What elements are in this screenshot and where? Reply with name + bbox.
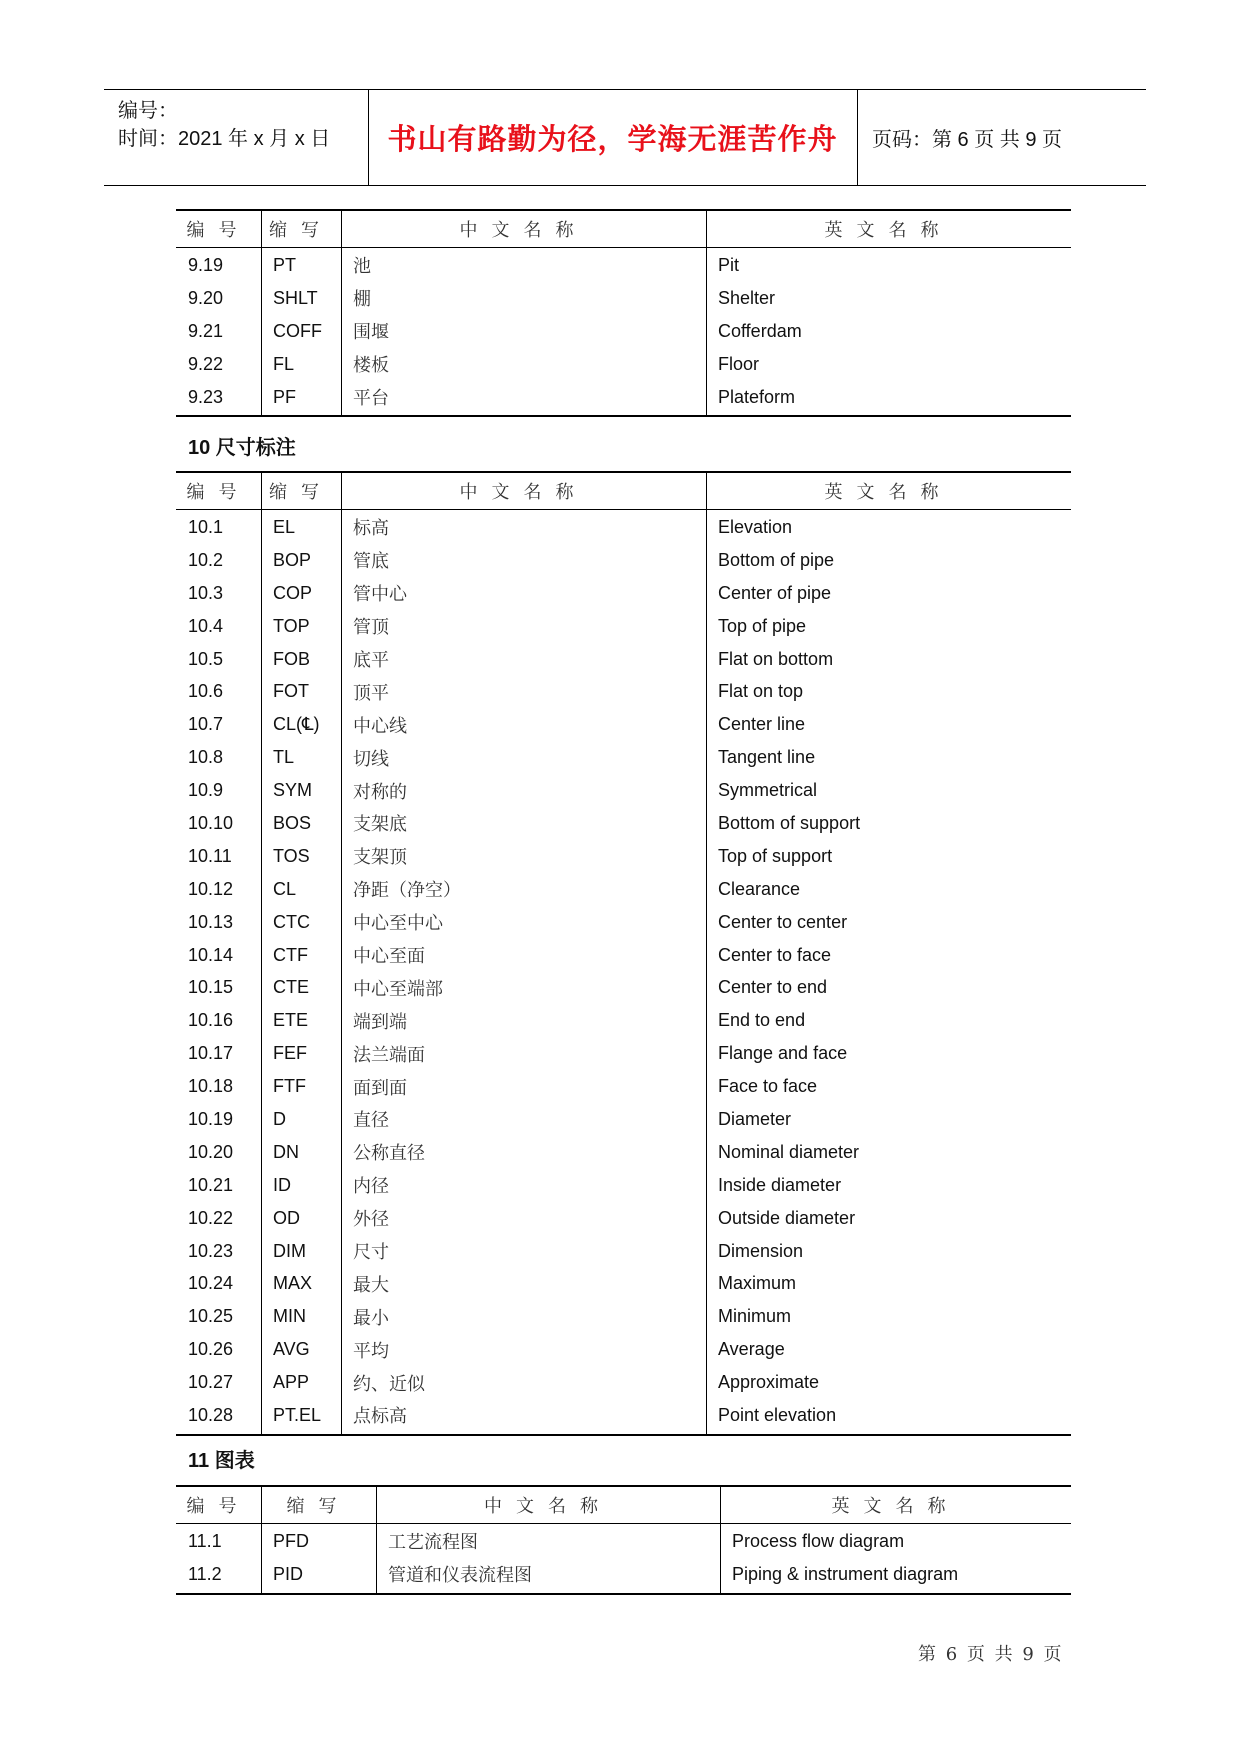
cell-abbr: FOT (273, 681, 309, 702)
cell-zh: 内径 (353, 1176, 389, 1198)
column-header-zh: 中文名称 (484, 1496, 612, 1517)
cell-en: Outside diameter (718, 1207, 856, 1228)
cell-en: Symmetrical (718, 780, 818, 801)
cell-id: 10.1 (188, 516, 224, 537)
column-header-id: 编号 (186, 1496, 251, 1517)
table-row (176, 906, 1071, 939)
document-time-label: 时间：2021 年 x 月 x 日 (118, 128, 331, 150)
cell-zh: 楼板 (353, 355, 389, 377)
cell-id: 10.25 (188, 1306, 234, 1327)
cell-abbr: SYM (273, 780, 313, 801)
table-row (176, 348, 1071, 381)
cell-id: 10.3 (188, 582, 224, 603)
column-header-zh: 中文名称 (459, 482, 588, 503)
column-header-en: 英文名称 (824, 220, 953, 241)
abbreviation-table-10 (176, 471, 1071, 1436)
header-motto-cell (368, 90, 858, 185)
cell-zh: 中心至端部 (353, 978, 443, 1000)
cell-en: Average (718, 1339, 785, 1360)
cell-en: Plateform (718, 386, 796, 407)
header-meta (104, 90, 369, 185)
cell-en: Top of support (718, 845, 833, 866)
cell-id: 10.27 (188, 1372, 234, 1393)
cell-id: 10.19 (188, 1108, 234, 1129)
table-body (176, 248, 1071, 417)
cell-abbr: CTC (273, 911, 310, 932)
cell-id: 10.23 (188, 1240, 234, 1261)
cell-abbr: BOP (273, 549, 312, 570)
cell-abbr: COFF (273, 320, 322, 341)
cell-id: 10.21 (188, 1174, 234, 1195)
cell-en: Nominal diameter (718, 1141, 860, 1162)
cell-en: Floor (718, 353, 760, 374)
table-row (176, 1169, 1071, 1202)
table-row (176, 643, 1071, 676)
cell-zh: 平台 (353, 388, 389, 409)
cell-id: 10.13 (188, 911, 234, 932)
cell-id: 10.12 (188, 878, 234, 899)
column-divider (261, 471, 262, 1436)
table-row (176, 381, 1071, 414)
document-number-label: 编号： (118, 100, 178, 122)
cell-abbr: EL (273, 516, 296, 537)
cell-abbr: AVG (273, 1339, 310, 1360)
cell-abbr: TOP (273, 615, 310, 636)
column-header-abbr: 缩写 (269, 220, 333, 241)
header-motto: 书山有路勤为径，学海无涯苦作舟 (387, 122, 838, 156)
cell-en: Pit (718, 254, 740, 275)
cell-abbr: MIN (273, 1306, 306, 1327)
cell-id: 10.5 (188, 648, 224, 669)
cell-en: Clearance (718, 878, 801, 899)
table-row (176, 1333, 1071, 1366)
cell-en: Process flow diagram (732, 1530, 905, 1551)
cell-id: 10.24 (188, 1273, 234, 1294)
cell-zh: 净距（净空） (353, 880, 461, 902)
column-header-abbr: 缩写 (286, 1496, 351, 1517)
table-header (176, 471, 1071, 510)
cell-id: 10.8 (188, 747, 224, 768)
cell-abbr: PT.EL (273, 1404, 322, 1425)
table-row (176, 1004, 1071, 1037)
column-divider (706, 209, 707, 417)
column-divider (720, 1485, 721, 1595)
cell-abbr: ETE (273, 1010, 309, 1031)
column-divider (341, 471, 342, 1436)
cell-abbr: TL (273, 747, 295, 768)
section-title-11: 11 图表 (188, 1450, 255, 1472)
page-footer: 第 6 页 共 9 页 (918, 1644, 1064, 1665)
cell-zh: 对称的 (353, 781, 407, 803)
cell-zh: 尺寸 (353, 1242, 389, 1264)
column-header-abbr: 缩写 (269, 482, 333, 503)
table-row (176, 249, 1071, 282)
cell-zh: 支架底 (353, 814, 407, 836)
cell-id: 10.26 (188, 1339, 234, 1360)
cell-en: Top of pipe (718, 615, 807, 636)
cell-en: Shelter (718, 287, 776, 308)
cell-id: 10.20 (188, 1141, 234, 1162)
cell-abbr: FL (273, 353, 295, 374)
cell-id: 11.1 (188, 1530, 222, 1551)
cell-en: Center of pipe (718, 582, 832, 603)
cell-en: Flange and face (718, 1043, 848, 1064)
table-row (176, 1136, 1071, 1169)
cell-zh: 中心线 (353, 715, 407, 737)
cell-id: 10.15 (188, 977, 234, 998)
cell-id: 10.9 (188, 780, 224, 801)
table-row (176, 610, 1071, 643)
cell-en: Diameter (718, 1108, 792, 1129)
cell-zh: 端到端 (353, 1011, 407, 1033)
cell-zh: 中心至中心 (353, 913, 443, 935)
table-row (176, 840, 1071, 873)
table-row (176, 1103, 1071, 1136)
table-row (176, 1525, 1071, 1558)
cell-abbr: FEF (273, 1043, 307, 1064)
cell-id: 10.28 (188, 1404, 234, 1425)
cell-abbr: DIM (273, 1240, 306, 1261)
cell-en: Piping & instrument diagram (732, 1563, 959, 1584)
cell-abbr: DN (273, 1141, 299, 1162)
cell-abbr: FOB (273, 648, 311, 669)
cell-zh: 管顶 (353, 617, 389, 639)
cell-en: Bottom of support (718, 812, 861, 833)
cell-id: 11.2 (188, 1563, 222, 1584)
cell-en: Inside diameter (718, 1174, 842, 1195)
table-row (176, 971, 1071, 1004)
cell-abbr: APP (273, 1372, 310, 1393)
table-body (176, 1524, 1071, 1595)
page-header (104, 89, 1146, 186)
table-row (176, 675, 1071, 708)
cell-id: 10.16 (188, 1010, 234, 1031)
cell-en: End to end (718, 1010, 806, 1031)
column-divider (376, 1485, 377, 1595)
cell-en: Point elevation (718, 1404, 837, 1425)
table-row (176, 511, 1071, 544)
cell-zh: 管底 (353, 551, 389, 573)
cell-zh: 点标高 (353, 1406, 407, 1428)
cell-id: 9.19 (188, 254, 224, 275)
abbreviation-table-11 (176, 1485, 1071, 1595)
cell-zh: 支架顶 (353, 847, 407, 869)
cell-abbr: TOS (273, 845, 310, 866)
cell-zh: 管道和仪表流程图 (388, 1565, 532, 1587)
cell-id: 10.2 (188, 549, 224, 570)
cell-zh: 标高 (353, 518, 389, 540)
table-header (176, 209, 1071, 248)
cell-zh: 中心至面 (353, 946, 425, 968)
cell-abbr: PID (273, 1563, 304, 1584)
cell-zh: 最小 (353, 1307, 389, 1329)
cell-abbr: COP (273, 582, 313, 603)
cell-en: Flat on top (718, 681, 804, 702)
cell-abbr: CTF (273, 944, 308, 965)
cell-zh: 工艺流程图 (388, 1532, 478, 1554)
cell-en: Tangent line (718, 747, 816, 768)
header-page-cell (858, 90, 1146, 185)
column-divider (261, 1485, 262, 1595)
table-row (176, 1300, 1071, 1333)
table-row (176, 315, 1071, 348)
cell-abbr: MAX (273, 1273, 313, 1294)
table-row (176, 1399, 1071, 1432)
cell-zh: 围堰 (353, 322, 389, 344)
table-body (176, 510, 1071, 1436)
cell-id: 10.11 (188, 845, 232, 866)
cell-en: Cofferdam (718, 320, 802, 341)
column-header-en: 英文名称 (824, 482, 953, 503)
cell-en: Elevation (718, 516, 793, 537)
cell-zh: 外径 (353, 1209, 389, 1231)
table-row (176, 1037, 1071, 1070)
cell-zh: 池 (353, 256, 371, 278)
table-row (176, 807, 1071, 840)
table-row (176, 1366, 1071, 1399)
cell-id: 10.18 (188, 1076, 234, 1097)
cell-en: Maximum (718, 1273, 797, 1294)
cell-abbr: ID (273, 1174, 291, 1195)
cell-abbr: OD (273, 1207, 300, 1228)
table-row (176, 1235, 1071, 1268)
cell-id: 9.21 (188, 320, 224, 341)
table-row (176, 873, 1071, 906)
column-header-id: 编号 (186, 220, 251, 241)
cell-zh: 最大 (353, 1274, 389, 1296)
column-divider (261, 209, 262, 417)
cell-abbr: CTE (273, 977, 309, 998)
cell-abbr: PT (273, 254, 297, 275)
cell-id: 10.17 (188, 1043, 234, 1064)
cell-abbr: BOS (273, 812, 312, 833)
cell-en: Center to end (718, 977, 828, 998)
cell-abbr: CL (273, 878, 297, 899)
table-row (176, 774, 1071, 807)
column-header-id: 编号 (186, 482, 251, 503)
column-divider (341, 209, 342, 417)
cell-en: Center line (718, 714, 806, 735)
table-row (176, 1558, 1071, 1591)
cell-zh: 面到面 (353, 1077, 407, 1099)
cell-zh: 顶平 (353, 682, 389, 704)
column-header-en: 英文名称 (831, 1496, 960, 1517)
cell-en: Center to center (718, 911, 848, 932)
cell-abbr: PF (273, 386, 297, 407)
cell-zh: 管中心 (353, 584, 407, 606)
cell-id: 10.22 (188, 1207, 234, 1228)
table-row (176, 544, 1071, 577)
column-header-zh: 中文名称 (459, 220, 588, 241)
cell-abbr: PFD (273, 1530, 309, 1551)
cell-id: 9.20 (188, 287, 224, 308)
cell-id: 9.23 (188, 386, 224, 407)
cell-abbr: FTF (273, 1076, 306, 1097)
cell-id: 10.4 (188, 615, 224, 636)
cell-en: Bottom of pipe (718, 549, 835, 570)
cell-id: 9.22 (188, 353, 224, 374)
cell-abbr: CL(℄) (273, 714, 320, 735)
cell-zh: 约、近似 (353, 1373, 425, 1395)
cell-id: 10.7 (188, 714, 224, 735)
table-row (176, 1202, 1071, 1235)
cell-zh: 直径 (353, 1110, 389, 1132)
cell-zh: 棚 (353, 289, 371, 311)
table-row (176, 282, 1071, 315)
section-title-10: 10 尺寸标注 (188, 437, 296, 459)
cell-id: 10.10 (188, 812, 234, 833)
table-row (176, 1267, 1071, 1300)
table-row (176, 1070, 1071, 1103)
cell-en: Dimension (718, 1240, 804, 1261)
cell-zh: 切线 (353, 748, 389, 770)
cell-zh: 法兰端面 (353, 1044, 425, 1066)
table-row (176, 741, 1071, 774)
cell-en: Approximate (718, 1372, 820, 1393)
cell-en: Center to face (718, 944, 832, 965)
table-row (176, 939, 1071, 972)
abbreviation-table-9 (176, 209, 1071, 417)
cell-abbr: D (273, 1108, 286, 1129)
table-row (176, 577, 1071, 610)
table-row (176, 708, 1071, 741)
cell-zh: 底平 (353, 650, 389, 671)
cell-id: 10.6 (188, 681, 224, 702)
column-divider (706, 471, 707, 1436)
cell-zh: 平均 (353, 1340, 389, 1362)
header-page-label: 页码：第 6 页 共 9 页 (872, 129, 1063, 151)
cell-en: Face to face (718, 1076, 818, 1097)
cell-zh: 公称直径 (353, 1143, 425, 1165)
cell-en: Minimum (718, 1306, 792, 1327)
table-header (176, 1485, 1071, 1524)
cell-en: Flat on bottom (718, 648, 834, 669)
cell-abbr: SHLT (273, 287, 318, 308)
cell-id: 10.14 (188, 944, 234, 965)
